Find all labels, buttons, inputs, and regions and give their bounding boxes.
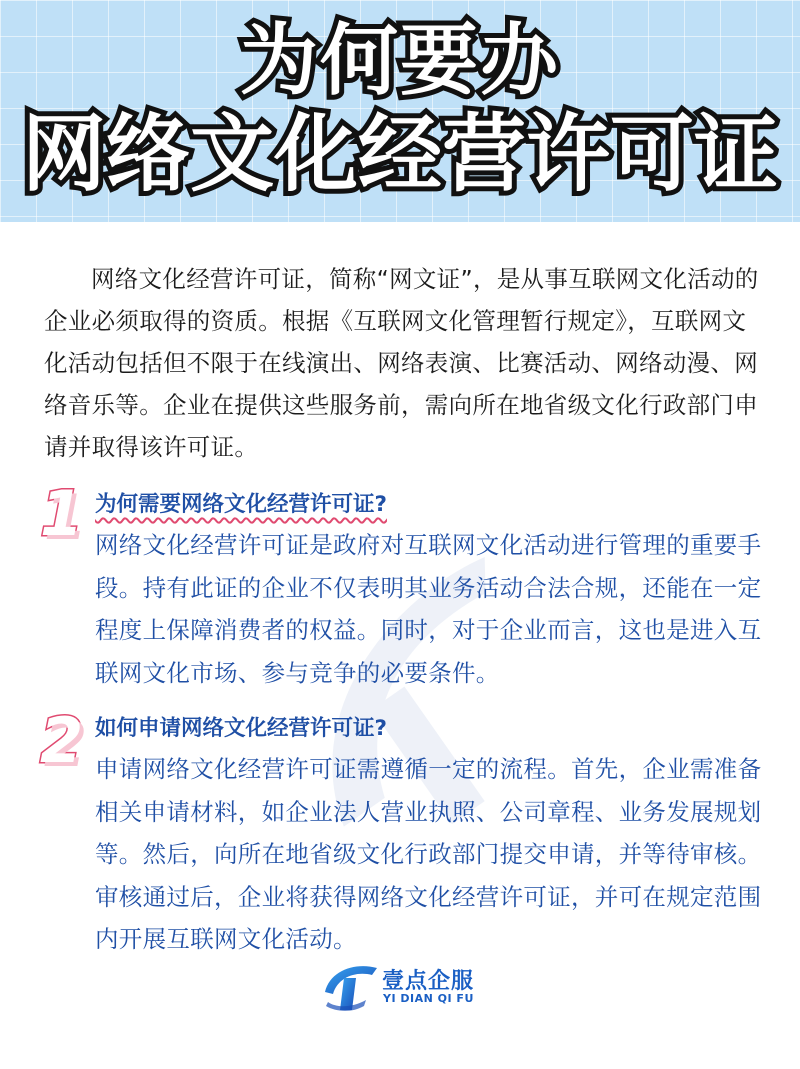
brand-logo-icon — [322, 958, 380, 1012]
section-1-body: 网络文化经营许可证是政府对互联网文化活动进行管理的重要手段。持有此证的企业不仅表明其业务活动合法合规，还能在一定程度上保障消费者的权益。同时，对于企业而言，这也是进入互联网文化市场、参与竞争的必要条件。 — [95, 531, 762, 687]
section-1-title: 为何需要网络文化经营许可证? — [95, 492, 387, 517]
section-number-1: 1 — [40, 477, 84, 550]
page-title-line-1: 为何要办 — [239, 16, 560, 106]
brand-name: 壹点企服 — [382, 969, 475, 994]
page-title-line-2: 网络文化经营许可证 — [21, 105, 778, 203]
intro-paragraph: 网络文化经营许可证，简称“网文证”，是从事互联网文化活动的企业必须取得的资质。根据《互联网文化管理暂行规定》，互联网文化活动包括但不限于在线演出、网络表演、比赛活动、网络动漫、网络音乐等。企业在提供这些服务前，需向所在地省级文化行政部门申请并取得该许可证。 — [44, 265, 759, 461]
section-2-title: 如何申请网络文化经营许可证? — [95, 716, 387, 741]
brand-logo — [322, 958, 492, 1014]
section-number-2: 2 — [40, 704, 84, 777]
header-banner — [0, 0, 800, 222]
brand-pinyin: YI DIAN QI FU — [383, 992, 474, 1005]
section-2-body: 申请网络文化经营许可证需遵循一定的流程。首先，企业需准备相关申请材料，如企业法人营业执照、公司章程、业务发展规划等。然后，向所在地省级文化行政部门提交申请，并等待审核。审核通过后，企业将获得网络文化经营许可证，并可在规定范围内开展互联网文化活动。 — [95, 755, 762, 953]
